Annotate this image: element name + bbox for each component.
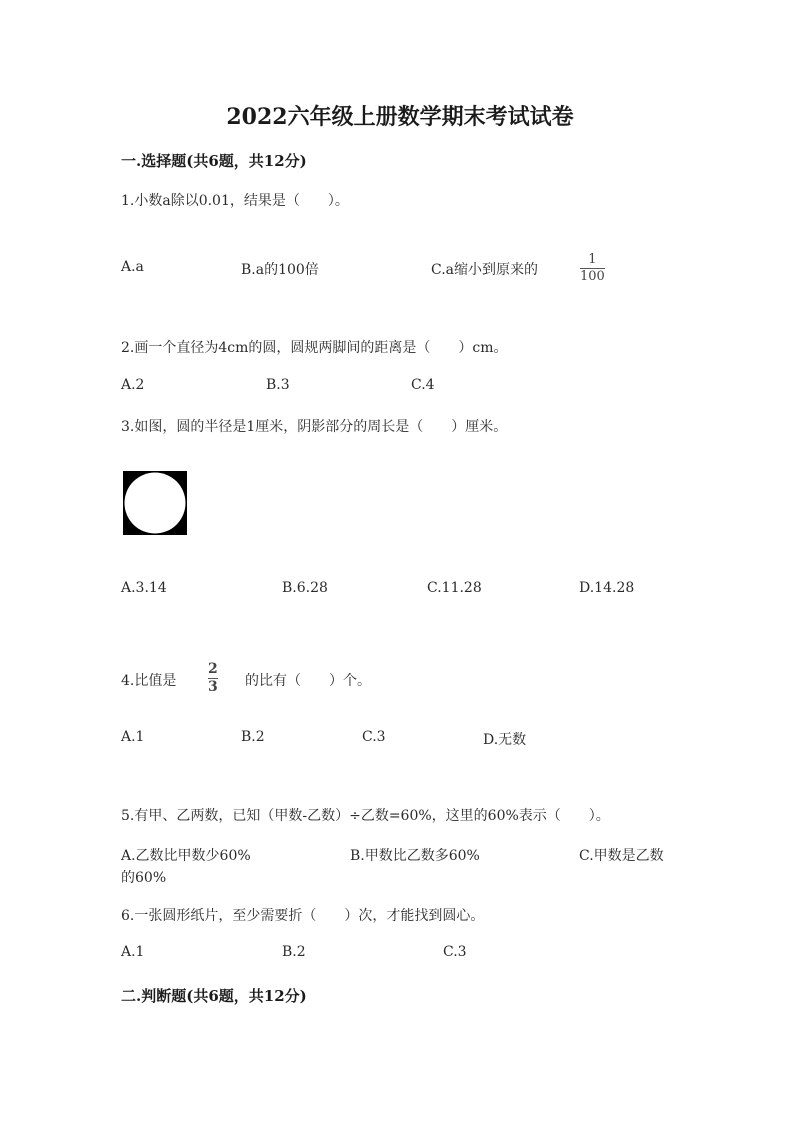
question-3-option-c[interactable]: C.11.28 bbox=[427, 580, 482, 596]
question-5-option-c-continued: 的60% bbox=[121, 870, 167, 886]
question-6-option-a[interactable]: A.1 bbox=[121, 944, 145, 960]
question-4-option-d[interactable]: D.无数 bbox=[483, 732, 527, 748]
question-4-option-b[interactable]: B.2 bbox=[241, 729, 265, 745]
question-3-stem: 3.如图，圆的半径是1厘米，阴影部分的周长是（ ）厘米。 bbox=[121, 419, 508, 435]
fraction-numerator: 2 bbox=[208, 661, 218, 677]
question-6-option-b[interactable]: B.2 bbox=[282, 944, 306, 960]
question-3-option-b[interactable]: B.6.28 bbox=[282, 580, 328, 596]
question-4-option-a[interactable]: A.1 bbox=[121, 729, 145, 745]
section-heading-true-false: 二.判断题(共6题，共12分) bbox=[121, 987, 307, 1005]
question-6-stem: 6.一张圆形纸片，至少需要折（ ）次，才能找到圆心。 bbox=[121, 908, 485, 924]
question-5-option-b[interactable]: B.甲数比乙数多60% bbox=[350, 848, 480, 864]
question-2-option-b[interactable]: B.3 bbox=[266, 377, 290, 393]
question-6-option-c[interactable]: C.3 bbox=[443, 944, 467, 960]
question-4-stem-end: 的比有（ ）个。 bbox=[245, 673, 371, 689]
question-2-option-a[interactable]: A.2 bbox=[121, 377, 145, 393]
section-heading-multiple-choice: 一.选择题(共6题，共12分) bbox=[121, 152, 307, 170]
question-2-stem: 2.画一个直径为4cm的圆，圆规两脚间的距离是（ ）cm。 bbox=[121, 340, 508, 356]
page-title: 2022六年级上册数学期末考试试卷 bbox=[226, 104, 574, 130]
question-4-option-c[interactable]: C.3 bbox=[362, 729, 386, 745]
question-1-option-a[interactable]: A.a bbox=[121, 259, 144, 275]
white-circle bbox=[125, 473, 186, 534]
question-3-option-d[interactable]: D.14.28 bbox=[579, 580, 635, 596]
question-5-option-c[interactable]: C.甲数是乙数 bbox=[579, 848, 664, 864]
question-3-option-a[interactable]: A.3.14 bbox=[121, 580, 167, 596]
question-4-fraction bbox=[208, 662, 218, 695]
question-1-option-b[interactable]: B.a的100倍 bbox=[241, 262, 319, 278]
question-1-fraction bbox=[580, 253, 605, 284]
question-1-stem: 1.小数a除以0.01，结果是（ ）。 bbox=[121, 193, 349, 209]
circle-in-square-figure bbox=[123, 471, 187, 535]
question-2-option-c[interactable]: C.4 bbox=[411, 377, 435, 393]
fraction-denominator: 3 bbox=[208, 679, 218, 695]
question-5-option-a[interactable]: A.乙数比甲数少60% bbox=[121, 848, 251, 864]
fraction-denominator: 100 bbox=[580, 269, 605, 284]
question-5-stem: 5.有甲、乙两数，已知（甲数-乙数）÷乙数=60%，这里的60%表示（ ）。 bbox=[121, 808, 610, 824]
question-1-option-c[interactable]: C.a缩小到原来的 bbox=[431, 262, 539, 278]
question-4-stem-start: 4.比值是 bbox=[121, 673, 177, 689]
fraction-numerator: 1 bbox=[588, 252, 597, 267]
